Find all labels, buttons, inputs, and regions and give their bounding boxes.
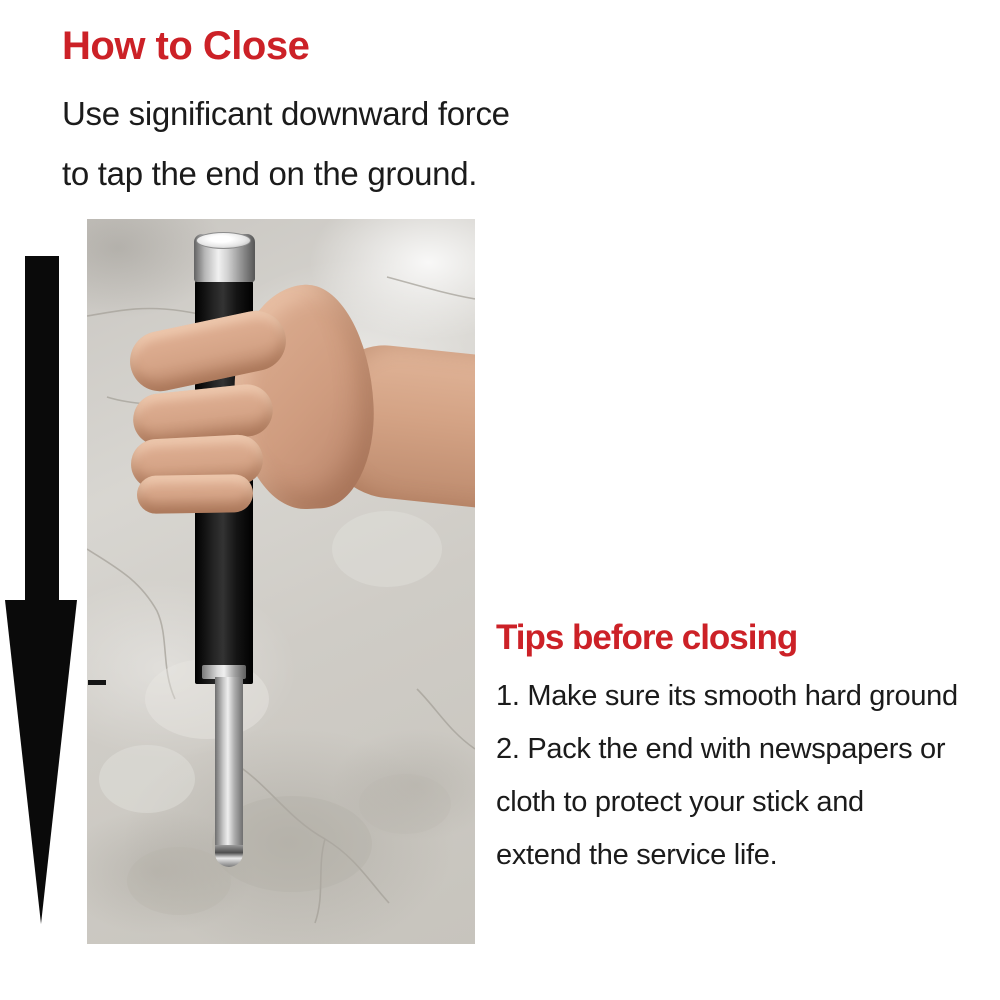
- down-arrow-shaft: [25, 256, 59, 604]
- baton-steel-shaft: [215, 677, 243, 849]
- tip-line-2: 2. Pack the end with newspapers or: [496, 733, 946, 765]
- tip-line-4: extend the service life.: [496, 839, 778, 871]
- tip-line-3: cloth to protect your stick and: [496, 786, 864, 818]
- page-title: How to Close: [62, 24, 310, 68]
- tips-title: Tips before closing: [496, 618, 798, 657]
- product-photo: [87, 219, 475, 944]
- tip-line-1: 1. Make sure its smooth hard ground: [496, 680, 958, 712]
- baton-cap-top-face: [196, 232, 251, 249]
- instruction-line-2: to tap the end on the ground.: [62, 155, 478, 192]
- baton-chrome-cap: [194, 234, 255, 282]
- down-arrow-head-icon: [5, 600, 77, 924]
- instruction-line-1: Use significant downward force: [62, 95, 510, 132]
- tick-mark: [88, 680, 106, 685]
- pinky-finger: [137, 474, 254, 514]
